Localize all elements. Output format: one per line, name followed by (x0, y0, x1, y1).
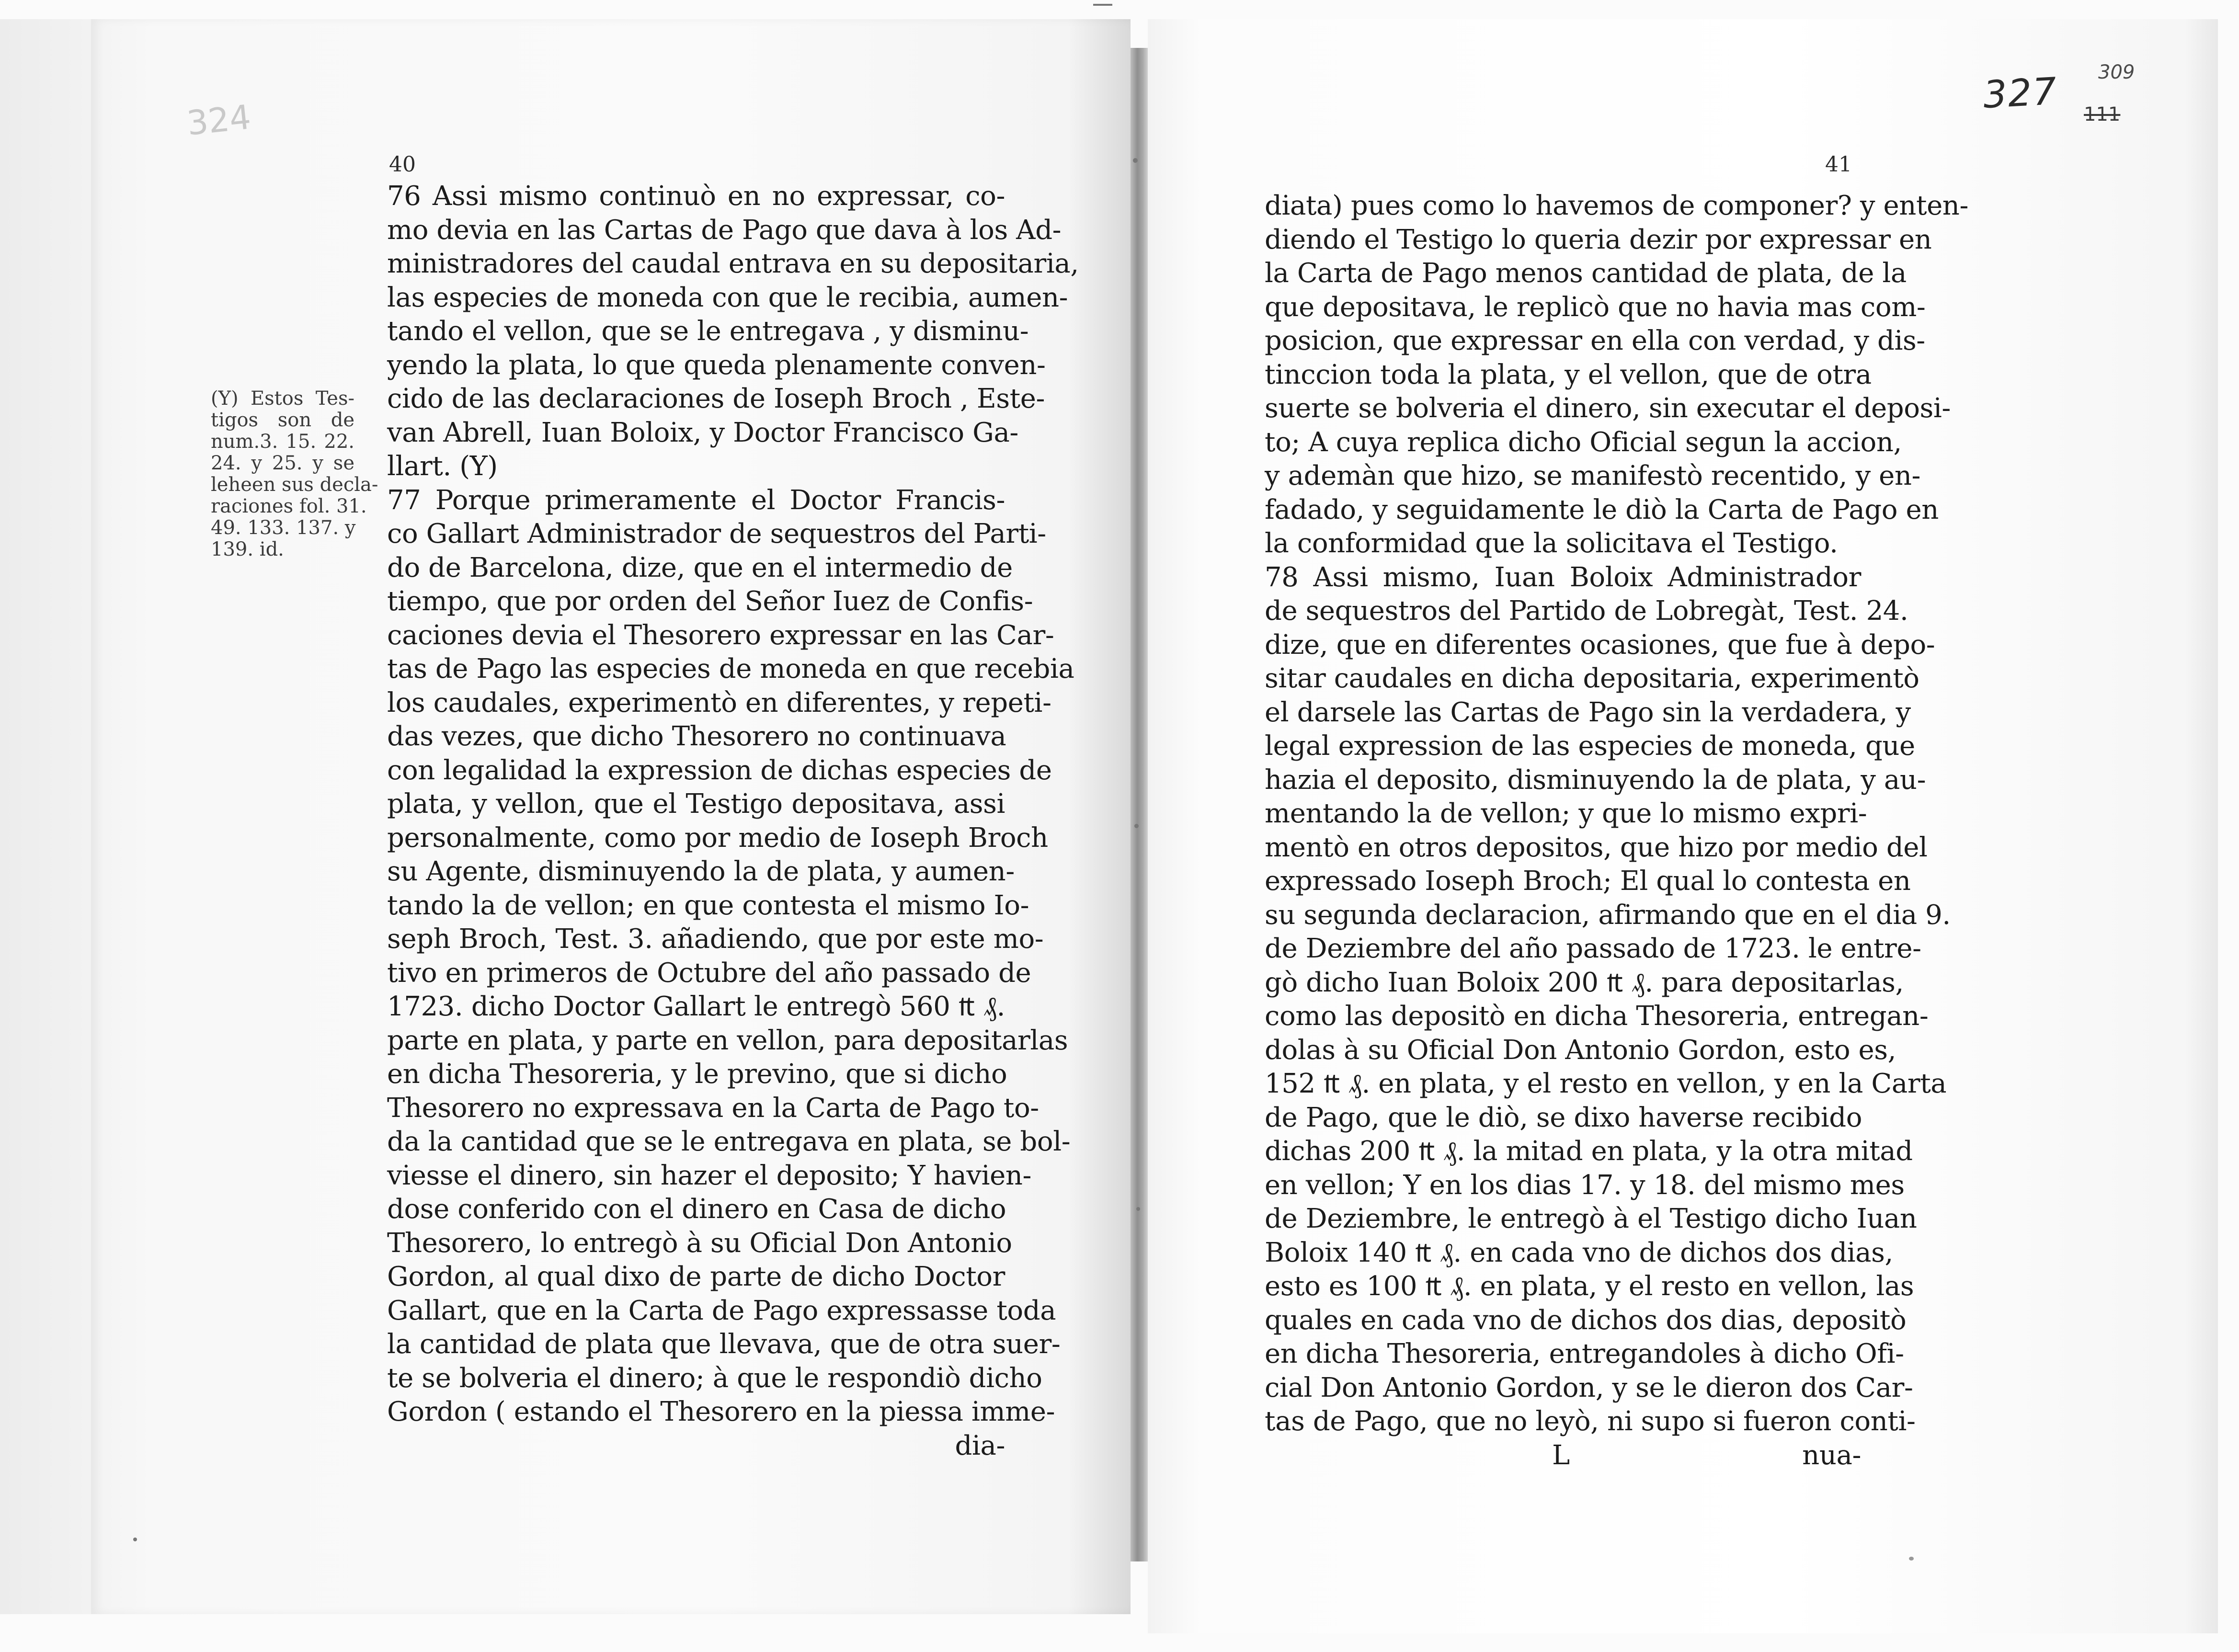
margin-note-line: 49. 133. 137. y (211, 517, 356, 539)
text-line: en dicha Thesoreria, entregandoles à dicho Ofi- (1265, 1338, 1904, 1369)
left-page-number: 40 (389, 152, 416, 177)
text-line: da la cantidad que se le entregava en plata, se bol- (387, 1126, 1071, 1157)
text-line: 78 Assi mismo, Iuan Boloix Administrador (1265, 561, 1861, 593)
text-line: 1723. dicho Doctor Gallart le entregò 560 ₶ ₰. (387, 991, 1005, 1022)
text-line: sitar caudales en dicha depositaria, experimentò (1265, 663, 1919, 694)
right-text-column (1265, 189, 1968, 1472)
text-line: y ademàn que hizo, se manifestò recentido, y en- (1265, 460, 1921, 491)
paragraph-78 (1265, 561, 1951, 1439)
text-line: que depositava, le replicò que no havia mas com- (1265, 291, 1926, 323)
paper-speck (1136, 1207, 1140, 1211)
paper-speck (1134, 824, 1139, 828)
margin-note-line: num.3. 15. 22. (211, 431, 354, 453)
paper-speck (1909, 1557, 1914, 1561)
text-line: das vezes, que dicho Thesorero no continuava (387, 721, 1006, 752)
margin-note-line: 24. y 25. y se (211, 452, 354, 474)
archive-folio-number-alt: 309 (2098, 61, 2135, 83)
text-line: tas de Pago las especies de moneda en que recebia (387, 653, 1074, 684)
text-line: tiempo, que por orden del Señor Iuez de Confis- (387, 586, 1033, 617)
text-line: Gallart, que en la Carta de Pago expressasse toda (387, 1295, 1056, 1326)
text-line: 76 Assi mismo continuò en no expressar, co- (387, 181, 1005, 212)
text-line: gò dicho Iuan Boloix 200 ₶ ₰. para depositarlas, (1265, 967, 1904, 998)
text-line: do de Barcelona, dize, que en el intermedio de (387, 552, 1013, 583)
paragraph-77-continued (1265, 189, 1968, 561)
text-line: como las depositò en dicha Thesoreria, entregan- (1265, 1001, 1929, 1032)
text-line: su Agente, disminuyendo la de plata, y aumen- (387, 856, 1015, 887)
text-line: to; A cuya replica dicho Oficial segun la accion, (1265, 426, 1902, 458)
text-line: suerte se bolveria el dinero, sin executar el deposi- (1265, 393, 1951, 424)
text-line: dose conferido con el dinero en Casa de dicho (387, 1194, 1006, 1225)
margin-note-line: 139. id. (211, 538, 284, 560)
text-line: dichas 200 ₶ ₰. la mitad en plata, y la otra mitad (1265, 1136, 1913, 1167)
text-line: Thesorero no expressava en la Carta de Pago to- (387, 1092, 1039, 1124)
top-edge-mark (1093, 4, 1112, 6)
text-line: quales en cada vno de dichos dos dias, depositò (1265, 1304, 1907, 1336)
text-line: van Abrell, Iuan Boloix, y Doctor Francisco Ga- (387, 417, 1018, 448)
text-line: en vellon; Y en los dias 17. y 18. del mismo mes (1265, 1169, 1905, 1201)
text-line: diendo el Testigo lo queria dezir por expressar en (1265, 224, 1932, 255)
catchword: nua- (1802, 1439, 1861, 1471)
right-page-number: 41 (1825, 152, 1852, 177)
text-line: los caudales, experimentò en diferentes, y repeti- (387, 687, 1051, 718)
text-line: seph Broch, Test. 3. añadiendo, que por este mo- (387, 923, 1044, 955)
book-gutter (1131, 48, 1148, 1561)
text-line: tinccion toda la plata, y el vellon, que de otra (1265, 359, 1872, 390)
text-line: llart. (Y) (387, 451, 498, 482)
text-line: de Deziembre del año passado de 1723. le entre- (1265, 933, 1921, 964)
text-line: legal expression de las especies de moneda, que (1265, 730, 1915, 762)
text-line: en dicha Thesoreria, y le previno, que si dicho (387, 1059, 1007, 1090)
text-line: viesse el dinero, sin hazer el deposito; Y havien- (387, 1160, 1032, 1191)
archive-folio-number: 327 (1982, 70, 2059, 117)
text-line: fadado, y seguidamente le diò la Carta de Pago en (1265, 494, 1939, 525)
paragraph-77 (387, 484, 1074, 1429)
paper-speck (133, 1538, 137, 1541)
text-line: ministradores del caudal entrava en su depositaria, (387, 248, 1079, 279)
text-line: mentando la de vellon; y que lo mismo expri- (1265, 798, 1867, 829)
text-line: tivo en primeros de Octubre del año passado de (387, 957, 1031, 989)
text-line: de Pago, que le diò, se dixo haverse recibido (1265, 1102, 1862, 1133)
text-line: Thesorero, lo entregò à su Oficial Don Antonio (387, 1227, 1012, 1259)
text-line: Boloix 140 ₶ ₰. en cada vno de dichos dos dias, (1265, 1237, 1893, 1268)
text-line: de Deziembre, le entregò à el Testigo dicho Iuan (1265, 1203, 1917, 1234)
text-line: las especies de moneda con que le recibia, aumen- (387, 282, 1068, 313)
paper-speck (1133, 158, 1138, 163)
right-page-edge (2184, 19, 2218, 1633)
text-line: 77 Porque primeramente el Doctor Francis- (387, 484, 1005, 516)
text-line: Gordon ( estando el Thesorero en la piessa imme- (387, 1396, 1055, 1427)
margin-note-line: raciones fol. 31. (211, 495, 367, 517)
text-line: plata, y vellon, que el Testigo depositava, assi (387, 788, 1005, 820)
text-line: esto es 100 ₶ ₰. en plata, y el resto en vellon, las (1265, 1271, 1914, 1302)
text-line: cial Don Antonio Gordon, y se le dieron dos Car- (1265, 1372, 1913, 1403)
signature-mark: L (1552, 1439, 1570, 1471)
catchword: dia- (955, 1430, 1005, 1461)
text-line: mo devia en las Cartas de Pago que dava à los Ad- (387, 214, 1062, 246)
left-text-column (387, 180, 1079, 1463)
page-footer (1265, 1439, 1861, 1472)
text-line: con legalidad la expression de dichas especies de (387, 754, 1052, 786)
text-line: la Carta de Pago menos cantidad de plata, de la (1265, 258, 1907, 289)
text-line: tando la de vellon; en que contesta el mismo Io- (387, 889, 1029, 921)
text-line: personalmente, como por medio de Ioseph Broch (387, 822, 1048, 854)
text-line: su segunda declaracion, afirmando que en el dia 9. (1265, 899, 1951, 931)
text-line: caciones devia el Thesorero expressar en las Car- (387, 619, 1054, 651)
text-line: dize, que en diferentes ocasiones, que fue à depo- (1265, 629, 1935, 661)
text-line: hazia el deposito, disminuyendo la de plata, y au- (1265, 764, 1926, 796)
text-line: diata) pues como lo havemos de componer? y enten- (1265, 190, 1968, 221)
text-line: yendo la plata, lo que queda plenamente conven- (387, 349, 1046, 381)
margin-note-line: leheen sus decla- (211, 474, 378, 496)
text-line: Gordon, al qual dixo de parte de dicho Doctor (387, 1261, 1005, 1292)
text-line: la cantidad de plata que llevava, que de otra suer- (387, 1329, 1061, 1360)
text-line: posicion, que expressar en ella con verdad, y dis- (1265, 325, 1925, 356)
text-line: cido de las declaraciones de Ioseph Broch , Este- (387, 383, 1045, 414)
text-line: co Gallart Administrador de sequestros del Parti- (387, 518, 1046, 549)
text-line: la conformidad que la solicitava el Testigo. (1265, 528, 1838, 559)
margin-note-line: (Y) Estos Tes- (211, 387, 354, 410)
text-line: el darsele las Cartas de Pago sin la verdadera, y (1265, 696, 1911, 728)
text-line: de sequestros del Partido de Lobregàt, Test. 24. (1265, 595, 1908, 627)
text-line: tando el vellon, que se le entregava , y disminu- (387, 316, 1029, 347)
text-line: mentò en otros depositos, que hizo por medio del (1265, 832, 1928, 863)
margin-note (211, 387, 378, 560)
faint-folio-mark: 324 (185, 97, 253, 143)
margin-note-line: tigos son de (211, 409, 354, 431)
text-line: dolas à su Oficial Don Antonio Gordon, esto es, (1265, 1034, 1896, 1066)
text-line: 152 ₶ ₰. en plata, y el resto en vellon, y en la Carta (1265, 1068, 1947, 1099)
text-line: expressado Ioseph Broch; El qual lo contesta en (1265, 866, 1911, 897)
text-line: tas de Pago, que no leyò, ni supo si fueron conti- (1265, 1406, 1916, 1437)
text-line: parte en plata, y parte en vellon, para depositarlas (387, 1025, 1068, 1056)
text-line: te se bolveria el dinero; à que le respondiò dicho (387, 1362, 1042, 1394)
paragraph-76 (387, 180, 1079, 484)
archive-struck-number: 111 (2084, 103, 2121, 125)
